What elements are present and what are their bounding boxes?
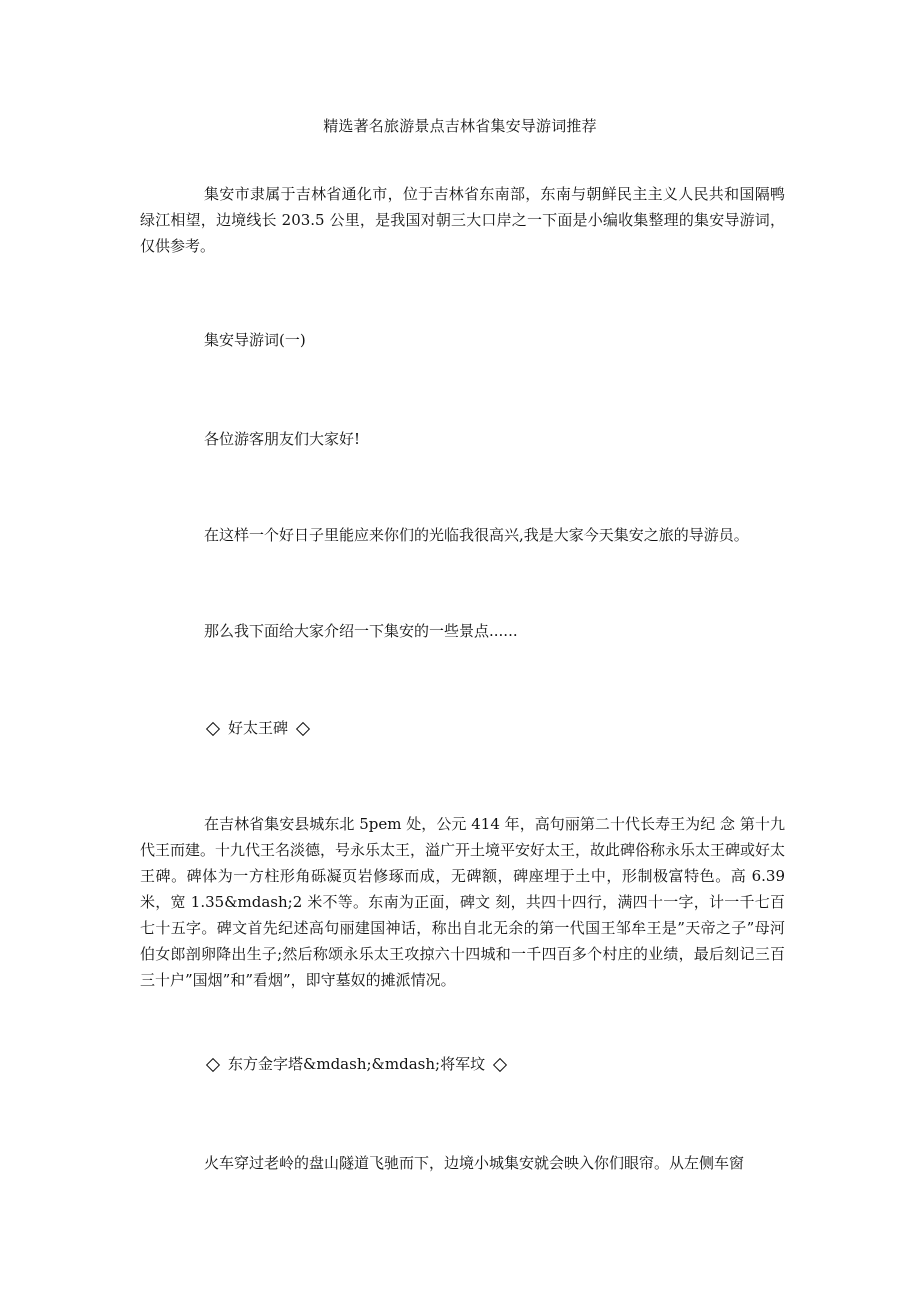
document-title: 精选著名旅游景点吉林省集安导游词推荐: [323, 117, 597, 135]
diamond-icon: [296, 721, 310, 735]
greeting-line: 各位游客朋友们大家好!: [204, 430, 361, 448]
section-title: 集安导游词(一): [204, 331, 306, 349]
diamond-icon: [493, 1057, 507, 1071]
spot-heading-label: 好太王碑: [228, 719, 289, 737]
diamond-icon: [206, 1057, 220, 1071]
spot-heading-label: 东方金字塔&mdash;&mdash;将军坟: [228, 1055, 486, 1073]
spot-paragraph-haotaiwang: 在吉林省集安县城东北 5pem 处，公元 414 年，高句丽第二十代长寿王为纪 念 第十九代王而建。十九代王名淡德，号永乐太王，溢广开土境平安好太王，故此碑俗称永乐太王碑或好太王碑。碑体为一方柱形角砾凝页岩修琢而成，无碑额，碑座埋于土中，形制极富特色。高 6.39 米，宽 1.35&mdash;2 米不等。东南为正面，碑文 刻，共四十四行，满四十一字，计一千七百七十五字。碑文首先纪述高句丽建国神话，称出自北无余的第一代国王邹牟王是”天帝之子”母河伯女郎剖卵降出生子;然后称颂永乐太王攻掠六十四城和一千四百多个村庄的业绩，最后刻记三百三十户”国烟”和”看烟”，即守墓奴的摊派情况。: [140, 815, 786, 989]
spot-heading-haotaiwang: [204, 718, 312, 738]
diamond-icon: [206, 721, 220, 735]
intro-paragraph: 集安市隶属于吉林省通化市，位于吉林省东南部，东南与朝鲜民主主义人民共和国隔鸭绿江相望，边境线长 203.5 公里，是我国对朝三大口岸之一下面是小编收集整理的集安导游词，仅供参考。: [140, 185, 785, 255]
spot-heading-jiangjunfen: [204, 1054, 509, 1074]
spot-paragraph-jiangjunfen: 火车穿过老岭的盘山隧道飞驰而下，边境小城集安就会映入你们眼帘。从左侧车窗: [204, 1154, 745, 1172]
welcome-line: 在这样一个好日子里能应来你们的光临我很高兴,我是大家今天集安之旅的导游员。: [204, 526, 749, 544]
transition-line: 那么我下面给大家介绍一下集安的一些景点......: [204, 622, 518, 640]
